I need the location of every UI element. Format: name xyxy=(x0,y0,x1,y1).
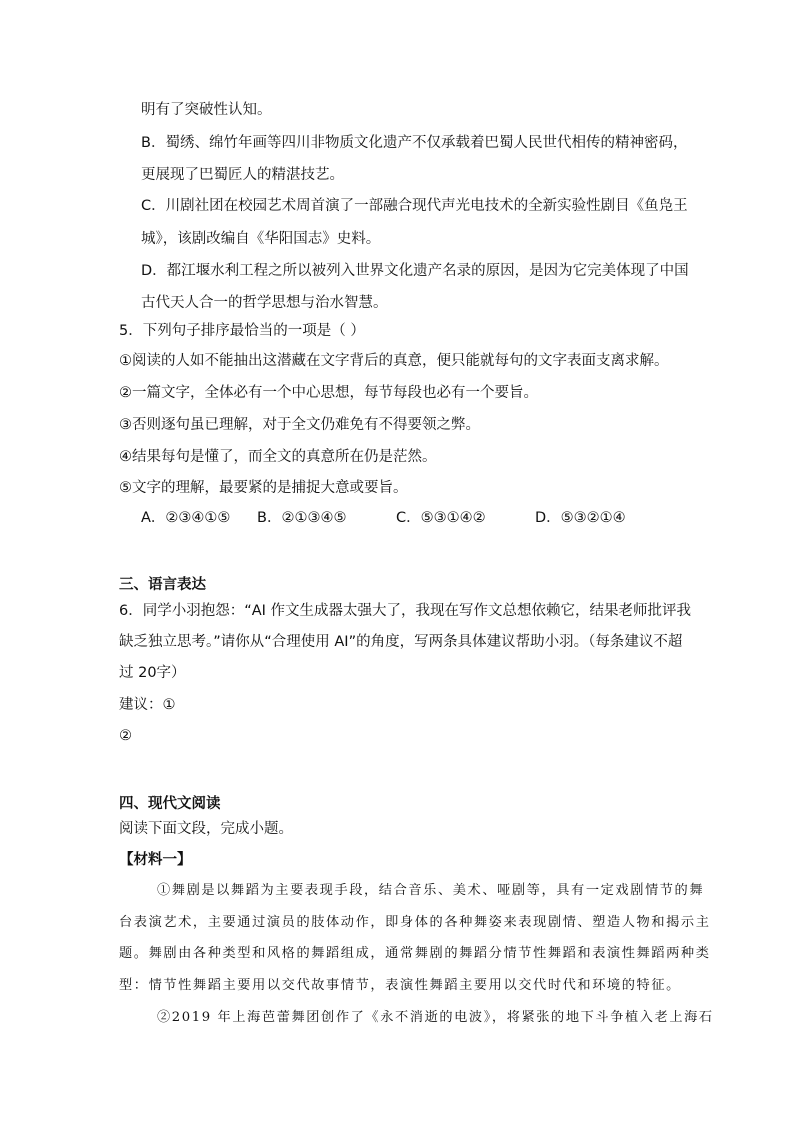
q6-suggestion-1: 建议：① xyxy=(119,697,176,713)
q4-option-c-line2: 城》，该剧改编自《华阳国志》史料。 xyxy=(141,231,381,247)
q4-option-a-tail: 明有了突破性认知。 xyxy=(141,102,272,118)
material-one-label: 【材料一】 xyxy=(119,852,192,868)
passage-p1-line1: ①舞剧是以舞蹈为主要表现手段，结合音乐、美术、哑剧等，具有一定戏剧情节的舞 xyxy=(157,883,705,898)
section-4-heading: 四、现代文阅读 xyxy=(119,796,221,812)
q5-sentence-3: ③否则逐句虽已理解，对于全文仍难免有不得要领之弊。 xyxy=(119,417,480,433)
passage-p1-line4: 型：情节性舞蹈主要用以交代故事情节，表演性舞蹈主要用以交代时代和环境的特征。 xyxy=(119,978,681,993)
q4-option-d-line1: D．都江堰水利工程之所以被列入世界文化遗产名录的原因，是因为它完美体现了中国 xyxy=(141,263,689,279)
q5-sentence-5: ⑤文字的理解，最要紧的是捕捉大意或要旨。 xyxy=(119,480,408,496)
q4-option-d-line2: 古代天人合一的哲学思想与治水智慧。 xyxy=(141,295,388,311)
q5-option-c[interactable]: C．⑤③①④② xyxy=(396,510,486,526)
section-3-heading: 三、语言表达 xyxy=(119,577,206,593)
passage-p1-line2: 台表演艺术，主要通过演员的肢体动作，即身体的各种舞姿来表现剧情、塑造人物和揭示主 xyxy=(119,915,711,930)
q5-option-b[interactable]: B．②①③④⑤ xyxy=(257,510,347,526)
q6-line3: 过 20字） xyxy=(119,665,186,681)
q4-option-b-line1: B．蜀绣、绵竹年画等四川非物质文化遗产不仅承载着巴蜀人民世代相传的精神密码， xyxy=(141,135,688,151)
q6-line2: 缺乏独立思考。”请你从“合理使用 AI”的角度，写两条具体建议帮助小羽。（每条建议不超 xyxy=(119,634,683,650)
q5-sentence-1: ①阅读的人如不能抽出这潜藏在文字背后的真意，便只能就每句的文字表面支离求解。 xyxy=(119,353,669,369)
q5-option-d[interactable]: D．⑤③②①④ xyxy=(535,510,626,526)
reading-intro: 阅读下面文段，完成小题。 xyxy=(119,821,293,837)
q6-line1: 6．同学小羽抱怨：“AI 作文生成器太强大了，我现在写作文总想依赖它，结果老师批评我 xyxy=(119,603,692,619)
q6-suggestion-2: ② xyxy=(119,728,132,744)
q5-sentence-4: ④结果每句是懂了，而全文的真意所在仍是茫然。 xyxy=(119,449,437,465)
q5-option-a[interactable]: A．②③④①⑤ xyxy=(141,510,231,526)
passage-p1-line3: 题。舞剧由各种类型和风格的舞蹈组成，通常舞剧的舞蹈分情节性舞蹈和表演性舞蹈两种类 xyxy=(119,946,711,961)
q5-stem: 5．下列句子排序最恰当的一项是（ ） xyxy=(119,323,365,339)
q5-sentence-2: ②一篇文字，全体必有一个中心思想，每节每段也必有一个要旨。 xyxy=(119,385,538,401)
q4-option-c-line1: C．川剧社团在校园艺术周首演了一部融合现代声光电技术的全新实验性剧目《鱼凫王 xyxy=(141,198,688,214)
q4-option-b-line2: 更展现了巴蜀匠人的精湛技艺。 xyxy=(141,167,344,183)
passage-p2-line1: ②2019 年上海芭蕾舞团创作了《永不消逝的电波》，将紧张的地下斗争植入老上海石 xyxy=(157,1010,714,1025)
